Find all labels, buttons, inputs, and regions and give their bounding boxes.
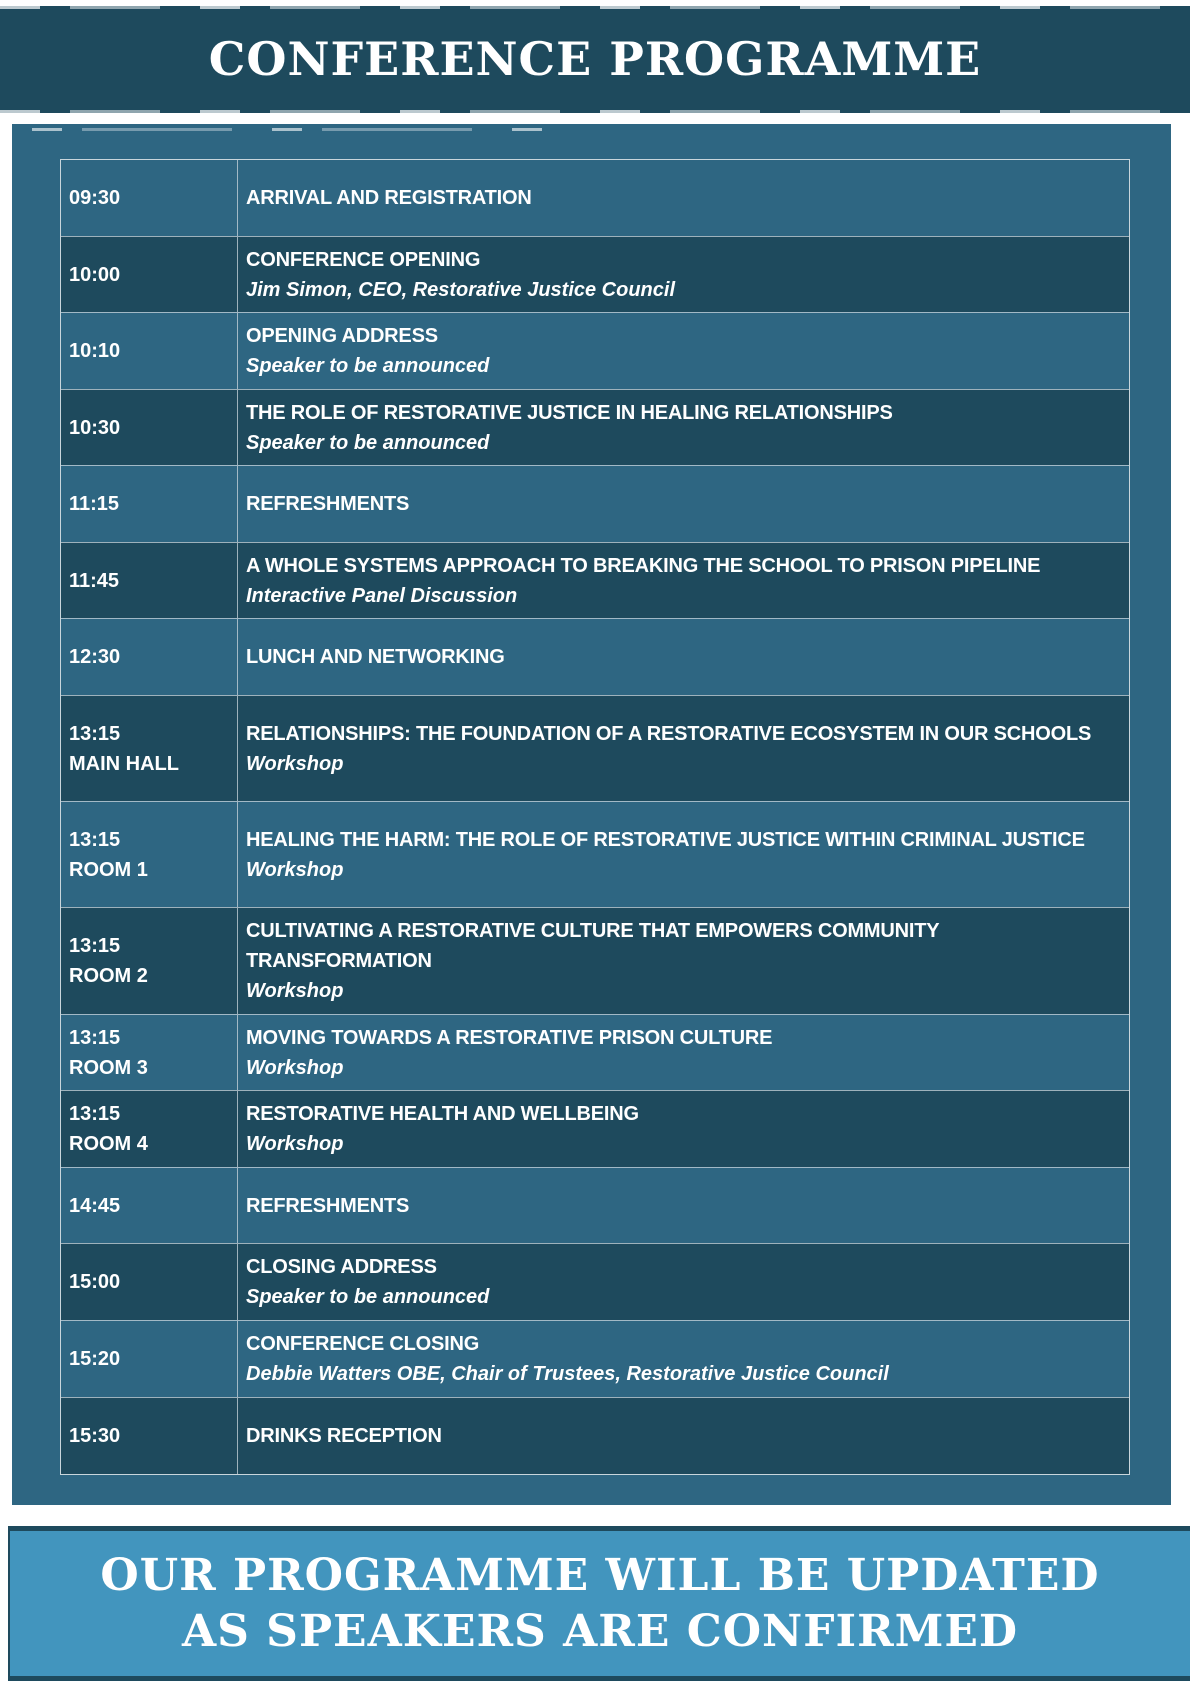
session-title: REFRESHMENTS	[246, 493, 410, 515]
event-cell	[238, 160, 1129, 236]
session-location: ROOM 2	[69, 965, 148, 987]
event-cell	[238, 466, 1129, 542]
session-title: RELATIONSHIPS: THE FOUNDATION OF A RESTORATIVE ECOSYSTEM IN OUR SCHOOLS	[246, 722, 1092, 745]
session-subtitle: Workshop	[246, 980, 344, 1002]
event-cell	[238, 237, 1129, 312]
programme-panel	[12, 124, 1171, 1505]
session-time: 15:00	[69, 1271, 121, 1293]
time-cell	[61, 1091, 238, 1167]
event-cell	[238, 1091, 1129, 1167]
session-time: 11:45	[69, 569, 120, 592]
session-location: ROOM 4	[69, 1133, 148, 1155]
time-cell	[61, 1244, 238, 1320]
schedule-row	[61, 389, 1129, 465]
event-cell	[238, 1321, 1129, 1397]
time-cell	[61, 908, 238, 1014]
time-cell	[61, 1321, 238, 1397]
session-time: 13:15	[69, 828, 121, 851]
session-subtitle: Speaker to be announced	[246, 355, 490, 377]
schedule-row	[61, 801, 1129, 907]
time-cell	[61, 237, 238, 312]
session-title: A WHOLE SYSTEMS APPROACH TO BREAKING THE SCHOOL TO PRISON PIPELINE	[246, 554, 1041, 577]
time-cell	[61, 313, 238, 389]
page-title: CONFERENCE PROGRAMME	[208, 31, 982, 86]
session-title: CONFERENCE CLOSING	[246, 1333, 480, 1355]
session-time: 13:15	[69, 1103, 121, 1125]
session-location: ROOM 1	[69, 858, 148, 881]
footer-notice-line-2: AS SPEAKERS ARE CONFIRMED	[181, 1605, 1019, 1657]
session-title: REFRESHMENTS	[246, 1194, 410, 1217]
session-subtitle: Workshop	[246, 1133, 344, 1155]
schedule-row	[61, 465, 1129, 542]
schedule-row	[61, 1167, 1129, 1243]
event-cell	[238, 619, 1129, 695]
schedule-row	[61, 695, 1129, 801]
session-subtitle: Workshop	[246, 858, 344, 881]
session-subtitle: Speaker to be announced	[246, 1286, 490, 1308]
session-time: 15:20	[69, 1348, 121, 1370]
event-cell	[238, 1398, 1129, 1474]
time-cell	[61, 543, 238, 618]
session-title: RESTORATIVE HEALTH AND WELLBEING	[246, 1103, 639, 1125]
session-time: 13:15	[69, 1026, 121, 1049]
event-cell	[238, 1168, 1129, 1243]
session-subtitle: Workshop	[246, 1056, 344, 1079]
session-time: 13:15	[69, 935, 121, 957]
time-cell	[61, 466, 238, 542]
event-cell	[238, 1015, 1129, 1090]
schedule-row	[61, 1243, 1129, 1320]
session-title: THE ROLE OF RESTORATIVE JUSTICE IN HEALING RELATIONSHIPS	[246, 401, 893, 424]
schedule-table	[60, 159, 1130, 1475]
time-cell	[61, 1168, 238, 1243]
session-title: OPENING ADDRESS	[246, 325, 438, 347]
session-subtitle: Debbie Watters OBE, Chair of Trustees, Restorative Justice Council	[246, 1363, 889, 1385]
schedule-row	[61, 1397, 1129, 1474]
session-time: 10:30	[69, 416, 121, 439]
session-location: MAIN HALL	[69, 752, 179, 775]
session-subtitle: Workshop	[246, 752, 344, 775]
schedule-row	[61, 618, 1129, 695]
event-cell	[238, 543, 1129, 618]
session-time: 11:15	[69, 493, 120, 515]
event-cell	[238, 390, 1129, 465]
schedule-row	[61, 1090, 1129, 1167]
session-time: 15:30	[69, 1425, 121, 1447]
session-title: ARRIVAL AND REGISTRATION	[246, 187, 532, 209]
schedule-row	[61, 907, 1129, 1014]
session-subtitle: Interactive Panel Discussion	[246, 584, 518, 607]
session-title: CONFERENCE OPENING	[246, 248, 481, 271]
session-title: MOVING TOWARDS A RESTORATIVE PRISON CULTURE	[246, 1026, 773, 1049]
schedule-row	[61, 542, 1129, 618]
time-cell	[61, 390, 238, 465]
session-time: 14:45	[69, 1194, 121, 1217]
time-cell	[61, 696, 238, 801]
time-cell	[61, 1398, 238, 1474]
schedule-row	[61, 160, 1129, 236]
footer-banner	[8, 1526, 1190, 1681]
session-title: DRINKS RECEPTION	[246, 1425, 442, 1447]
session-subtitle: Speaker to be announced	[246, 431, 490, 454]
time-cell	[61, 160, 238, 236]
session-time: 10:00	[69, 263, 121, 286]
time-cell	[61, 619, 238, 695]
event-cell	[238, 908, 1129, 1014]
session-time: 09:30	[69, 187, 121, 209]
session-title: CULTIVATING A RESTORATIVE CULTURE THAT EMPOWERS COMMUNITY TRANSFORMATION	[246, 920, 940, 972]
session-title: HEALING THE HARM: THE ROLE OF RESTORATIVE JUSTICE WITHIN CRIMINAL JUSTICE	[246, 828, 1085, 851]
event-cell	[238, 696, 1129, 801]
event-cell	[238, 1244, 1129, 1320]
session-time: 13:15	[69, 722, 121, 745]
schedule-row	[61, 1320, 1129, 1397]
schedule-row	[61, 236, 1129, 312]
session-title: LUNCH AND NETWORKING	[246, 646, 505, 668]
session-time: 12:30	[69, 646, 121, 668]
schedule-row	[61, 1014, 1129, 1090]
schedule-row	[61, 312, 1129, 389]
time-cell	[61, 1015, 238, 1090]
event-cell	[238, 802, 1129, 907]
header-banner	[0, 6, 1190, 113]
session-location: ROOM 3	[69, 1056, 148, 1079]
time-cell	[61, 802, 238, 907]
footer-notice-line-1: OUR PROGRAMME WILL BE UPDATED	[100, 1549, 1100, 1601]
session-time: 10:10	[69, 340, 121, 362]
event-cell	[238, 313, 1129, 389]
session-subtitle: Jim Simon, CEO, Restorative Justice Council	[246, 278, 676, 301]
session-title: CLOSING ADDRESS	[246, 1256, 437, 1278]
